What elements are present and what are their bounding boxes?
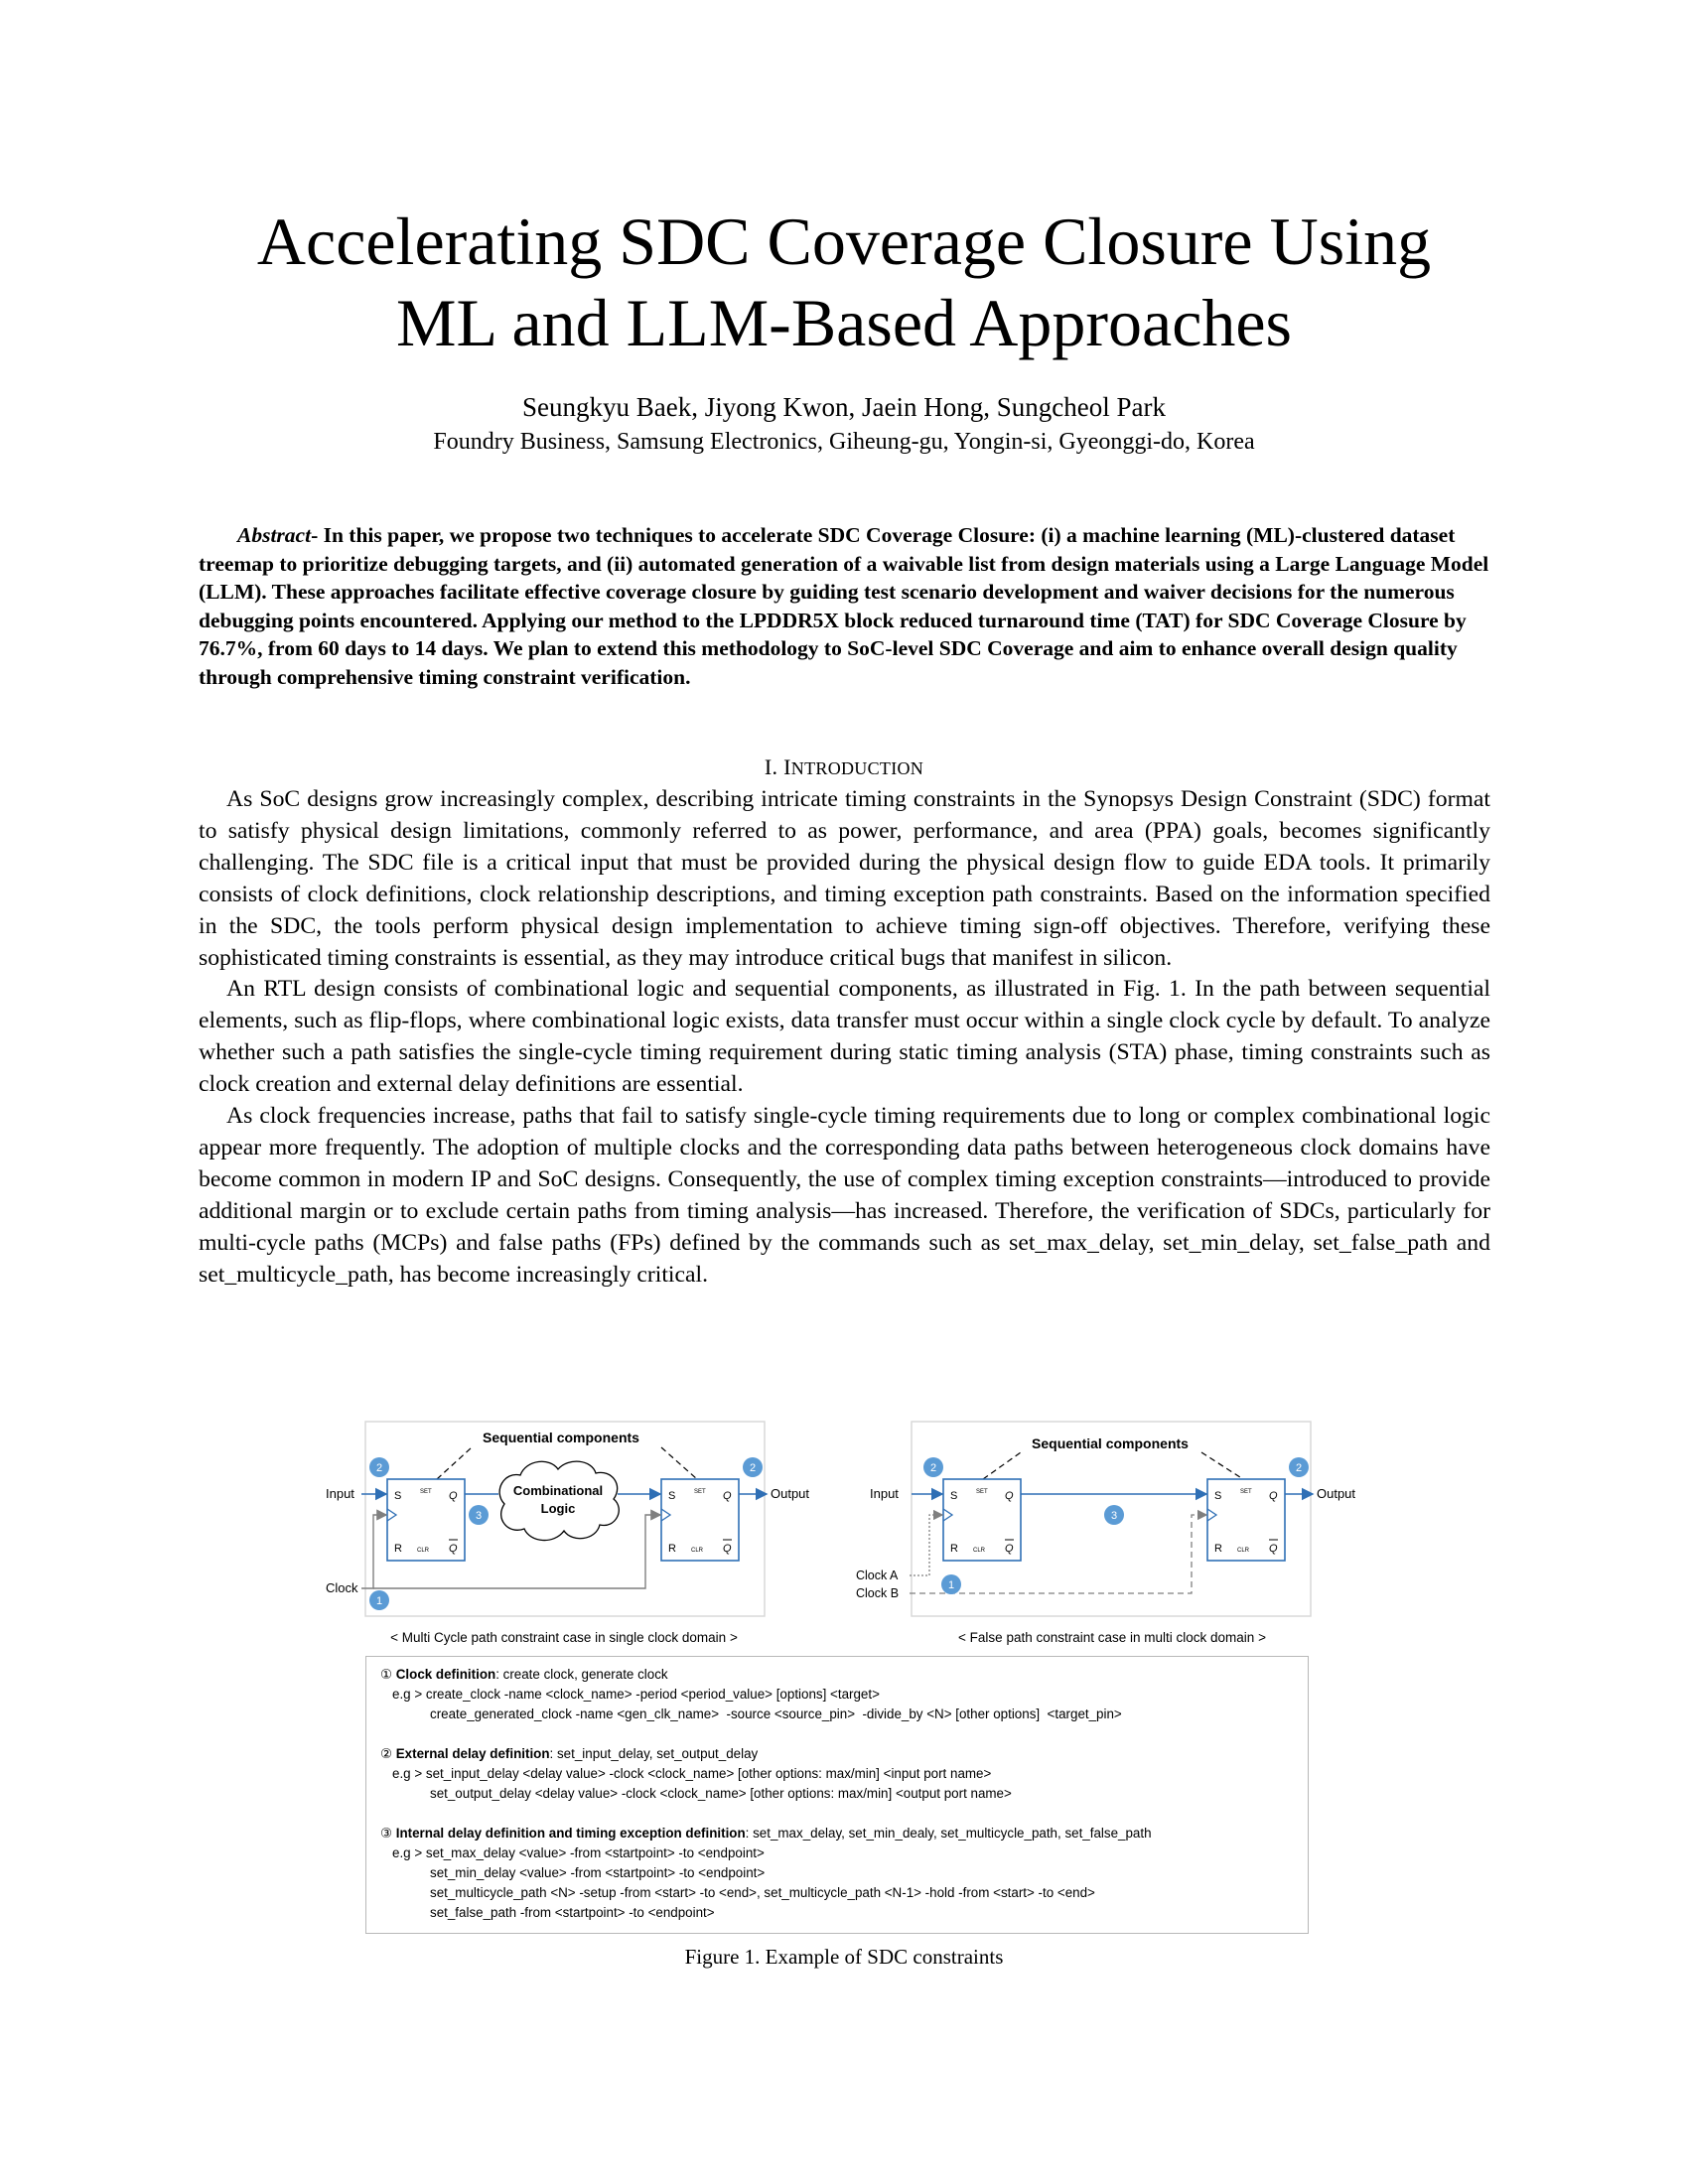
section-heading [149, 754, 1539, 781]
right-input-label: Input [870, 1486, 899, 1501]
internal-delay-title: Internal delay definition and timing exception definition [395, 1826, 746, 1841]
num-badge: ② [380, 1746, 393, 1761]
sdc-examples-box [365, 1656, 1309, 1934]
author-list: Seungkyu Baek, Jiyong Kwon, Jaein Hong, Sungcheol Park [522, 392, 1166, 422]
right-seq-label: Sequential components [1032, 1435, 1189, 1451]
code-line: set_false_path -from <startpoint> -to <endpoint> [430, 1905, 715, 1920]
left-output-label: Output [771, 1486, 810, 1501]
badge-3-label: 3 [1110, 1510, 1118, 1522]
ff-q-pin: Q [1269, 1490, 1278, 1502]
introduction-body [199, 784, 1490, 1292]
code-line: e.g > set_max_delay <value> -from <startpoint> -to <endpoint> [392, 1845, 765, 1860]
ff-clr-label: CLR [973, 1548, 986, 1554]
badge-2-label: 2 [375, 1462, 383, 1474]
ff-q-pin: Q [1005, 1490, 1014, 1502]
ff-s-pin: S [950, 1490, 958, 1502]
ff-qbar-pin: Q [723, 1543, 732, 1555]
section-number: I. [764, 754, 778, 779]
section-title-rest: NTRODUCTION [790, 758, 924, 778]
code-line: e.g > create_clock -name <clock_name> -period <period_value> [options] <target> [392, 1687, 880, 1702]
ff-set-label: SET [694, 1489, 706, 1495]
badge-3-label: 3 [475, 1510, 483, 1522]
badge-1-label: 1 [375, 1595, 383, 1607]
paragraph: An RTL design consists of combinational logic and sequential components, as illustrated in Fig. 1. In the path between sequential elements, such as flip-flops, where combinational logic exists, data transfer must occur within a single clock cycle by default. To analyze whether such a path satisfies the single-cycle timing requirement during static timing analysis (STA) phase, timing constraints such as clock creation and external delay definitions are essential. [199, 976, 1490, 1098]
num-badge: ③ [380, 1826, 393, 1841]
external-delay-title: External delay definition [395, 1746, 550, 1761]
title-line-1: Accelerating SDC Coverage Closure Using [256, 204, 1432, 279]
title-line-2: ML and LLM-Based Approaches [395, 285, 1293, 360]
ff-qbar-pin: Q [1269, 1543, 1278, 1555]
figure-caption: Figure 1. Example of SDC constraints [684, 1945, 1004, 1969]
left-input-label: Input [326, 1486, 354, 1501]
ff-q-pin: Q [449, 1490, 458, 1502]
ff-clr-label: CLR [417, 1548, 430, 1554]
code-line: set_multicycle_path <N> -setup -from <start> -to <end>, set_multicycle_path <N-1> -hold -from <start> -to <end> [430, 1885, 1095, 1900]
internal-delay-row [380, 1824, 1294, 1843]
external-delay-desc: : set_input_delay, set_output_delay [549, 1746, 759, 1761]
ff-r-pin: R [1214, 1543, 1222, 1555]
ff-s-pin: S [394, 1490, 402, 1502]
ff-qbar-pin: Q [1005, 1543, 1014, 1555]
ff-r-pin: R [950, 1543, 958, 1555]
right-panel-caption: < False path constraint case in multi clock domain > [958, 1630, 1266, 1645]
ff-clr-label: CLR [691, 1548, 704, 1554]
left-clock-label: Clock [326, 1580, 358, 1595]
section-title-first: I [783, 754, 791, 779]
ff-set-label: SET [976, 1489, 988, 1495]
ff-r-pin: R [668, 1543, 676, 1555]
badge-2-label: 2 [1295, 1462, 1303, 1474]
badge-1-label: 1 [947, 1579, 955, 1591]
left-panel-caption: < Multi Cycle path constraint case in single clock domain > [390, 1630, 738, 1645]
affiliation: Foundry Business, Samsung Electronics, Giheung-gu, Yongin-si, Gyeonggi-do, Korea [433, 429, 1255, 455]
abstract-lead: Abstract [237, 523, 312, 547]
clock-definition-row [380, 1665, 1294, 1685]
ff-q-pin: Q [723, 1490, 732, 1502]
internal-delay-desc: : set_max_delay, set_min_dealy, set_multicycle_path, set_false_path [745, 1826, 1152, 1841]
right-clock-a-label: Clock A [856, 1569, 899, 1582]
ff-qbar-pin: Q [449, 1543, 458, 1555]
code-line: set_min_delay <value> -from <startpoint> -to <endpoint> [430, 1865, 766, 1880]
ff-clr-label: CLR [1237, 1548, 1250, 1554]
paper-title [149, 201, 1539, 363]
abstract-text: - In this paper, we propose two techniques to accelerate SDC Coverage Closure: (i) a machine learning (ML)-clustered dataset treemap to prioritize debugging targets, and (ii) automated generation of a waivable list from design materials using a Large Language Model (LLM). These approaches facilitate effective coverage closure by guiding test scenario development and waiver decisions for the numerous debugging points encountered. Applying our method to the LPDDR5X block reduced turnaround time (TAT) for SDC Coverage Closure by 76.7%, from 60 days to 14 days. We plan to extend this methodology to SoC-level SDC Coverage and aim to enhance overall design quality through comprehensive timing constraint verification. [199, 523, 1489, 689]
ff-set-label: SET [420, 1489, 432, 1495]
badge-2-label: 2 [749, 1462, 757, 1474]
external-delay-row [380, 1744, 1294, 1764]
ff-s-pin: S [668, 1490, 676, 1502]
num-badge: ① [380, 1667, 393, 1682]
paragraph: As SoC designs grow increasingly complex, describing intricate timing constraints in the Synopsys Design Constraint (SDC) format to satisfy physical design limitations, commonly referred to as power, performance, and area (PPA) goals, becomes significantly challenging. The SDC file is a critical input that must be provided during the physical design flow to guide EDA tools. It primarily consists of clock definitions, clock relationship descriptions, and timing exception path constraints. Based on the information specified in the SDC, the tools perform physical design implementation to achieve timing sign-off objectives. Therefore, verifying these sophisticated timing constraints is essential, as they may introduce critical bugs that manifest in silicon. [199, 786, 1490, 971]
code-line: e.g > set_input_delay <delay value> -clock <clock_name> [other options: max/min] <input port name> [392, 1766, 992, 1781]
ff-r-pin: R [394, 1543, 402, 1555]
badge-2-label: 2 [929, 1462, 937, 1474]
code-line: set_output_delay <delay value> -clock <clock_name> [other options: max/min] <output port name> [430, 1786, 1012, 1801]
figure-1-svg [308, 1410, 1356, 1648]
abstract [199, 521, 1489, 692]
clock-definition-title: Clock definition [395, 1667, 496, 1682]
right-clock-b-label: Clock B [856, 1586, 900, 1600]
comb-label-1: Combinational [512, 1483, 604, 1498]
comb-label-2: Logic [540, 1501, 576, 1516]
code-line: create_generated_clock -name <gen_clk_name> -source <source_pin> -divide_by <N> [other options] <target_pin> [430, 1706, 1122, 1721]
clock-definition-desc: : create clock, generate clock [495, 1667, 668, 1682]
right-output-label: Output [1317, 1486, 1356, 1501]
left-seq-label: Sequential components [483, 1430, 639, 1445]
ff-set-label: SET [1240, 1489, 1252, 1495]
paragraph: As clock frequencies increase, paths that fail to satisfy single-cycle timing requirements due to long or complex combinational logic appear more frequently. The adoption of multiple clocks and the corresponding data paths between heterogeneous clock domains have become common in modern IP and SoC designs. Consequently, the use of complex timing exception constraints—introduced to provide additional margin or to exclude certain paths from timing analysis—has increased. Therefore, the verification of SDCs, particularly for multi-cycle paths (MCPs) and false paths (FPs) defined by the commands such as set_max_delay, set_min_delay, set_false_path and set_multicycle_path, has become increasingly critical. [199, 1103, 1490, 1288]
ff-s-pin: S [1214, 1490, 1222, 1502]
